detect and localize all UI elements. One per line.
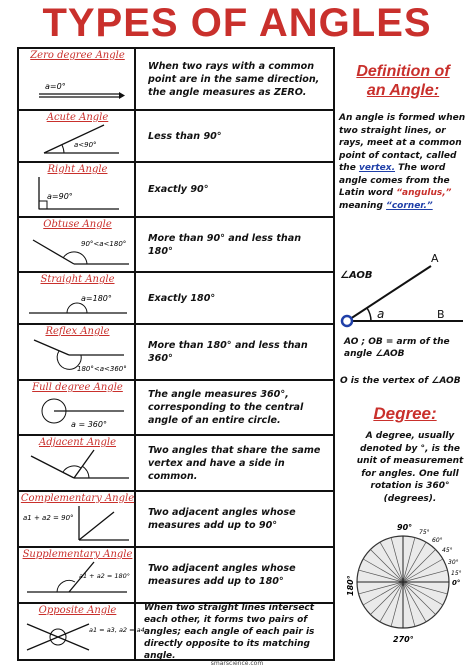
table-row (19, 273, 333, 325)
vertex-term: vertex. (358, 163, 396, 173)
row-label: Straight Angle (40, 274, 115, 285)
row-label: Adjacent Angle (38, 437, 117, 448)
figure-note: a1 + a2 = 90° (23, 514, 74, 522)
definition-panel (338, 62, 468, 100)
vertex-note: O is the vertex of ∠AOB (340, 376, 461, 386)
row-description: Less than 90° (148, 130, 222, 142)
row-description: More than 180° and less than 360° (148, 340, 308, 364)
row-label: Reflex Angle (45, 326, 110, 337)
table-row (19, 163, 333, 218)
complementary-angle-figure (19, 492, 136, 546)
opposite-angle-figure (19, 604, 145, 657)
label-180: 180° (346, 575, 355, 596)
figure-cell (19, 218, 136, 271)
definition-text-c: meaning (339, 200, 383, 211)
angle-letter: a (377, 307, 385, 321)
label-270: 270° (393, 635, 414, 644)
row-description: More than 90° and less than 180° (148, 232, 302, 257)
label-30: 30° (448, 559, 459, 566)
zero-angle-figure (19, 49, 136, 109)
full-angle-figure (19, 381, 136, 434)
point-b-label: B (437, 308, 445, 321)
degree-circle-diagram (335, 518, 474, 653)
definition-text (339, 112, 469, 212)
table-row (19, 436, 333, 492)
figure-cell (19, 111, 136, 161)
table-row (19, 49, 333, 111)
row-description: Two adjacent angles whose measures add up to 90° (148, 507, 296, 531)
label-0: 0° (452, 579, 461, 587)
row-description: When two rays with a common point are in the same direction, the angle measures as ZERO. (148, 60, 320, 98)
figure-cell (19, 273, 136, 323)
aob-label: ∠AOB (340, 270, 373, 281)
reflex-angle-figure (19, 325, 136, 379)
page-title: TYPES OF ANGLES (42, 1, 432, 45)
row-label: Acute Angle (46, 112, 109, 123)
figure-note: a=90° (47, 192, 73, 201)
definition-heading-line1: Definition of (356, 63, 450, 80)
definition-text-b: The word angle comes from the Latin word (339, 163, 450, 198)
figure-note: a<90° (74, 141, 97, 149)
corner-term: “corner.” (386, 200, 433, 211)
figure-note: a1 = a3, a2 = a4 (89, 626, 145, 634)
point-a-label: A (431, 252, 439, 265)
arm-note: AO ; OB = arm of the angle ∠AOB (344, 337, 450, 359)
row-description: The angle measures 360°, corresponding to the central angle of an entire circle. (148, 389, 304, 426)
straight-angle-figure (19, 273, 136, 323)
figure-cell (19, 381, 136, 434)
figure-note: a=180° (81, 294, 112, 303)
angle-types-table (17, 47, 335, 661)
right-angle-figure (19, 163, 136, 216)
figure-cell (19, 548, 136, 602)
row-description: When two straight lines intersect each other, it forms two pairs of angles; each angle of each pair is directly opposite to its matching angle. (144, 602, 315, 661)
row-label: Right Angle (47, 164, 108, 175)
row-description: Two adjacent angles whose measures add up to 180° (148, 563, 296, 587)
table-row (19, 492, 333, 548)
vertex-point (342, 316, 352, 326)
figure-note: a=0° (45, 82, 66, 91)
row-description: Exactly 90° (148, 184, 209, 195)
angulus-term: “angulus,” (396, 188, 452, 198)
acute-angle-figure (19, 111, 136, 161)
figure-note: 90°<a<180° (81, 240, 127, 248)
row-label: Opposite Angle (38, 605, 117, 616)
label-45: 45° (442, 547, 453, 554)
label-15: 15° (451, 570, 462, 577)
adjacent-angle-figure (19, 436, 136, 490)
label-90: 90° (397, 523, 413, 532)
obtuse-angle-figure (19, 218, 136, 271)
label-75: 75° (419, 529, 430, 536)
degree-text: A degree, usually denoted by °, is the unit of measurement for angles. One full rotation is 360° (degrees). (356, 431, 464, 504)
figure-cell (19, 492, 136, 546)
table-row (19, 325, 333, 381)
figure-cell (19, 436, 136, 490)
figure-cell (19, 163, 136, 216)
figure-note: a = 360° (71, 420, 107, 429)
row-label: Supplementary Angle (22, 549, 133, 560)
figure-note: a1 + a2 = 180° (79, 572, 131, 580)
figure-cell (19, 49, 136, 109)
table-row (19, 604, 333, 659)
figure-cell (19, 604, 145, 659)
aob-angle-diagram (335, 250, 474, 335)
degree-heading: Degree: (373, 404, 437, 423)
table-row (19, 381, 333, 436)
table-row (19, 111, 333, 163)
row-description: Exactly 180° (148, 292, 216, 304)
row-description: Two angles that share the same vertex and have a side in common. (148, 444, 321, 482)
footer-credit: smarscience.com (210, 660, 264, 667)
row-label: Zero degree Angle (30, 50, 125, 61)
definition-text-a: An angle is formed when two straight lines, or rays, meet at a common point of contact, called the (339, 113, 466, 173)
table-row (19, 548, 333, 604)
row-label: Complementary Angle (20, 493, 135, 504)
definition-heading-line2: an Angle: (366, 82, 440, 99)
table-row (19, 218, 333, 273)
row-label: Full degree Angle (32, 382, 123, 393)
figure-cell (19, 325, 136, 379)
row-label: Obtuse Angle (43, 219, 112, 230)
label-60: 60° (432, 537, 443, 544)
supplementary-angle-figure (19, 548, 136, 602)
figure-note: 180°<a<360° (77, 365, 127, 373)
